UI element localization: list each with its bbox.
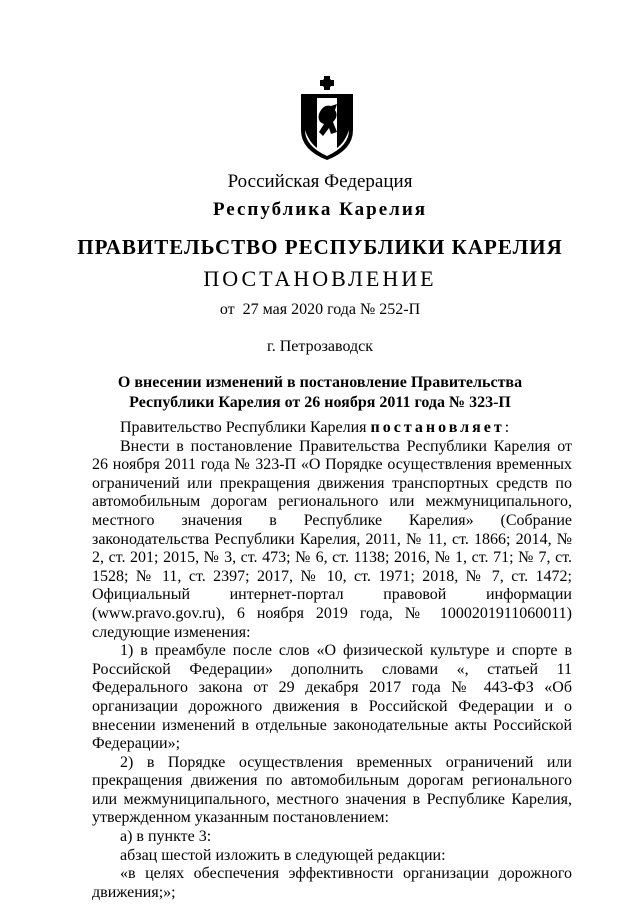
document-city: г. Петрозаводск [266, 338, 374, 355]
title-line-1: О внесении изменений в постановление Правительства [117, 374, 523, 391]
paragraph-4: а) в пункте 3: [120, 828, 212, 846]
star-icon [320, 76, 334, 90]
paragraph-6: «в целях обеспечения эффективности организации дорожного движения;»; [92, 865, 572, 901]
intro-verb: постановляет [370, 419, 505, 436]
paragraph-5: абзац шестой изложить в следующей редакции: [120, 846, 446, 864]
intro-prefix: Правительство Республики Карелия [120, 419, 371, 436]
paragraph-2: 1) в преамбуле после слов «О физической культуре и спорте в Российской Федерации» дополнить словами «, статьей 11 Федерального закона от 29 декабря 2017 года № 443-ФЗ «Об организации дорожного движения в Российской Федерации и о внесении изменений в отдельные законодательные акты Российской Федерации»; [92, 642, 572, 753]
paragraph-3: 2) в Порядке осуществления временных ограничений или прекращения движения по автомобильным дорогам регионального или межмуниципального, местного значения в Республике Карелия, утвержденном указанным постановлением: [92, 753, 572, 827]
title-line-2: Республики Карелия от 26 ноября 2011 года № 323-П [129, 394, 511, 411]
document-body [92, 419, 572, 902]
republic-name: Республика Карелия [212, 199, 428, 220]
government-title: ПРАВИТЕЛЬСТВО РЕСПУБЛИКИ КАРЕЛИЯ [77, 235, 563, 259]
document-date: от 27 мая 2020 года № 252-П [219, 301, 421, 318]
document-title [0, 373, 640, 413]
intro-paragraph [92, 419, 572, 438]
document-type: ПОСТАНОВЛЕНИЕ [203, 266, 437, 291]
paragraph-1: Внести в постановление Правительства Республики Карелия от 26 ноября 2011 года № 323-П «О Порядке осуществления временных ограничений или прекращения движения транспортных средств по автомобильным дорогам регионального или межмуниципального, местного значения в Республике Карелия» (Собрание законодательства Республики Карелия, 2011, № 11, ст. 1866; 2014, № 2, ст. 201; 2015, № 3, ст. 473; № 6, ст. 1138; 2016, № 1, ст. 71; № 7, ст. 1528; № 11, ст. 2397; 2017, № 10, ст. 1971; 2018, № 7, ст. 1472; Официальный интернет-портал правовой информации (www.pravo.gov.ru), 6 ноября 2019 года, № 1000201911060011) следующие изменения: [92, 437, 572, 641]
coat-of-arms-icon [297, 74, 357, 162]
country-name: Российская Федерация [227, 171, 413, 192]
intro-suffix: : [504, 419, 510, 436]
